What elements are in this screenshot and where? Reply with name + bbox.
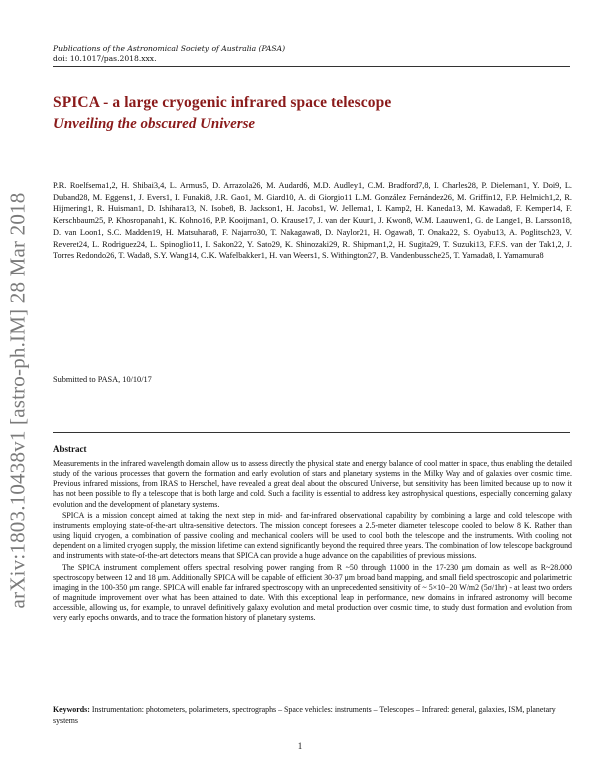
abstract-heading: Abstract: [53, 444, 87, 454]
journal-name: Publications of the Astronomical Society of Australia (PASA): [53, 44, 286, 53]
author-list: P.R. Roelfsema1,2, H. Shibai3,4, L. Armus5, D. Arrazola26, M. Audard6, M.D. Audley1, C.M. Bradford7,8, I. Charles28, P. Dieleman1, Y. Doi9, L. Duband28, M. Eggens1, J. Evers1, I. Funaki8, J.R. Gao1, M. Giard10, A. di Giorgio11 L.M. González Fernández26, M. Griffin12, F.P. Helmich1,2, R. Hijmering1, R. Huisman1, D. Ishihara13, N. Isobe8, B. Jackson1, H. Jacobs1, W. Jellema1, I. Kamp2, H. Kaneda13, M. Kawada8, F. Kemper14, F. Kerschbaum25, P. Khosropanah1, K. Kohno16, P.P. Kooijman1, O. Krause17, J. van der Kuur1, J. Kwon8, W.M. Laauwen1, G. de Lange1, B. Larsson18, D. van Loon1, S.C. Madden19, H. Matsuhara8, F. Najarro30, T. Nakagawa8, D. Naylor21, H. Ogawa8, T. Onaka22, S. Oyabu13, A. Poglitsch23, V. Reveret24, L. Rodriguez24, L. Spinoglio11, I. Sakon22, Y. Sato29, K. Shinozaki29, R. Shipman1,2, H. Sugita29, T. Suzuki13, F.F.S. van der Tak1,2, J. Torres Redondo26, T. Wada8, S.Y. Wang14, C.K. Wafelbakker1, H. van Weers1, S. Withington27, B. Vandenbussche25, T. Yamada8, I. Yamamura8: [53, 181, 572, 261]
page-number: 1: [297, 741, 303, 751]
keywords-text: Instrumentation: photometers, polarimeters, spectrographs – Space vehicles: instruments – Telescopes – Infrared: general, galaxies, ISM, planetary systems: [53, 705, 556, 725]
header-rule: [53, 66, 570, 67]
journal-header: [53, 44, 285, 64]
abstract-paragraph: The SPICA instrument complement offers spectral resolving power ranging from R ~50 through 11000 in the 17-230 μm domain as well as R~28.000 spectroscopy between 12 and 18 μm. Additionally SPICA will be capable of efficient 30-37 μm broad band mapping, and small field spectroscopic and polarimetric imaging in the 100-350 μm range. SPICA will enable far infrared spectroscopy with an unprecedented sensitivity of ~ 5×10−20 W/m2 (5σ/1hr) - at least two orders of magnitude improvement over what has been attained to date. With this exceptional leap in performance, new domains in infrared astronomy will become accessible, allowing us, for example, to unravel definitively galaxy evolution and metal production over cosmic time, to study dust formation and evolution from very early epochs onwards, and to trace the formation history of planetary systems.: [53, 562, 572, 623]
abstract-paragraph: SPICA is a mission concept aimed at taking the next step in mid- and far-infrared observational capability by combining a large and cold telescope with instruments employing state-of-the-art ultra-sensitive detectors. The mission concept foresees a 2.5-meter diameter telescope cooled to below 8 K. Rather than using liquid cryogen, a combination of passive cooling and mechanical coolers will be used to cool both the telescope and the instruments. With cooling not dependent on a limited cryogen supply, the mission lifetime can extend significantly beyond the required three years. The combination of low telescope background and instruments with state-of-the-art detectors means that SPICA can provide a huge advance on the capabilities of previous missions.: [53, 510, 572, 561]
keywords-block: [53, 705, 572, 726]
abstract-body: [53, 459, 572, 624]
submission-note: Submitted to PASA, 10/10/17: [53, 375, 152, 384]
paper-title: SPICA - a large cryogenic infrared space telescope: [53, 94, 392, 111]
keywords-label: Keywords:: [53, 705, 90, 714]
abstract-paragraph: Measurements in the infrared wavelength domain allow us to assess directly the physical state and energy balance of cool matter in space, thus enabling the detailed study of the various processes that govern the formation and early evolution of stars and planetary systems in the Milky Way and of galaxies over cosmic time. Previous infrared missions, from IRAS to Herschel, have revealed a great deal about the obscured Universe, but sensitivity has been limited because up to now it has not been possible to fly a telescope that is both large and cold. Such a facility is essential to address key astrophysical questions, especially concerning galaxy evolution and the development of planetary systems.: [53, 459, 572, 509]
arxiv-stamp-text: arXiv:1803.10438v1 [astro-ph.IM] 28 Mar 2018: [5, 192, 30, 608]
paper-subtitle: Unveiling the obscured Universe: [53, 116, 256, 132]
arxiv-stamp: [1, 190, 35, 610]
journal-doi: doi: 10.1017/pas.2018.xxx.: [53, 54, 157, 63]
abstract-rule: [53, 432, 570, 433]
